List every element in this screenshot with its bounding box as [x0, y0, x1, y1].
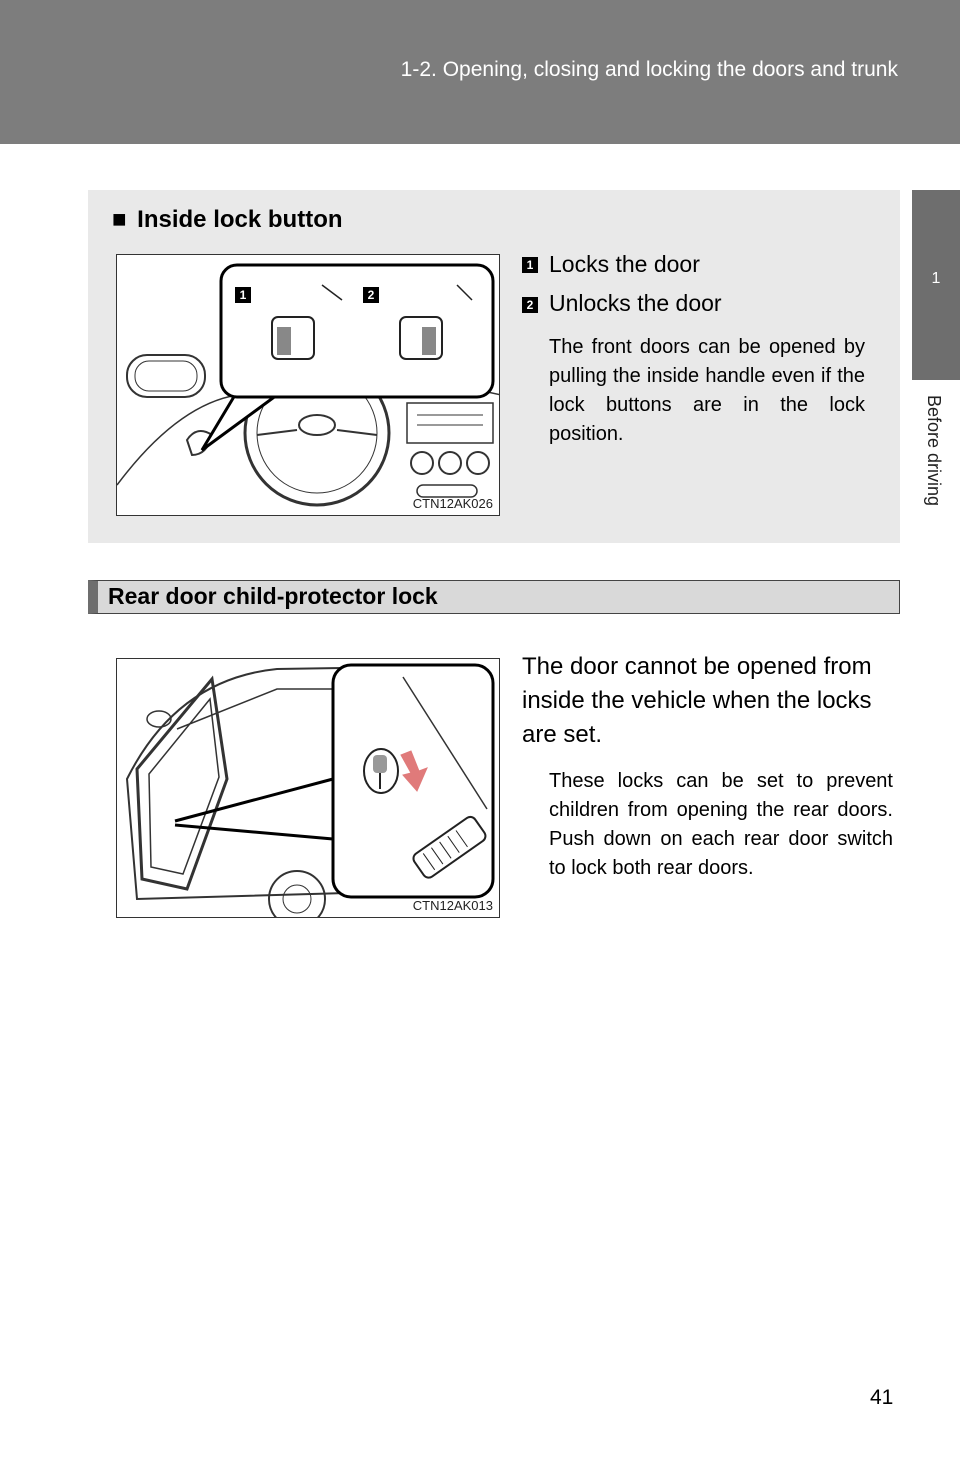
- item-badge-2: 2: [522, 297, 538, 313]
- page-number: 41: [870, 1386, 894, 1409]
- inside-lock-title-text: Inside lock button: [137, 206, 343, 233]
- item-text-2: Unlocks the door: [549, 290, 722, 316]
- section-title: Rear door child-protector lock: [108, 583, 438, 609]
- child-lock-figure: [116, 658, 500, 918]
- side-tab-top: [912, 0, 960, 144]
- figure-code: CTN12AK026: [412, 496, 493, 511]
- child-lock-note: These locks can be set to prevent children from opening the rear doors. Push down on each rear door switch to lock both rear doors.: [549, 770, 893, 879]
- figure-code: CTN12AK013: [412, 898, 493, 913]
- square-bullet-icon: ■: [112, 206, 127, 233]
- child-lock-lead: The door cannot be opened from inside the vehicle when the locks are set.: [522, 653, 872, 748]
- item-text-1: Locks the door: [549, 251, 700, 277]
- chapter-number: 1: [931, 270, 941, 287]
- callout-badge-1: 1: [235, 287, 251, 303]
- header-title: 1-2. Opening, closing and locking the doors and trunk: [400, 58, 898, 81]
- inside-lock-title: [112, 206, 343, 234]
- inside-lock-note: The front doors can be opened by pulling the inside handle even if the lock buttons are in the lock position.: [549, 336, 865, 445]
- chapter-label: Before driving: [924, 395, 944, 507]
- item-badge-1: 1: [522, 257, 538, 273]
- callout-badge-2: 2: [363, 287, 379, 303]
- inside-lock-figure: [116, 254, 500, 516]
- child-lock-illustration: [117, 659, 500, 918]
- inside-lock-illustration: [117, 255, 500, 516]
